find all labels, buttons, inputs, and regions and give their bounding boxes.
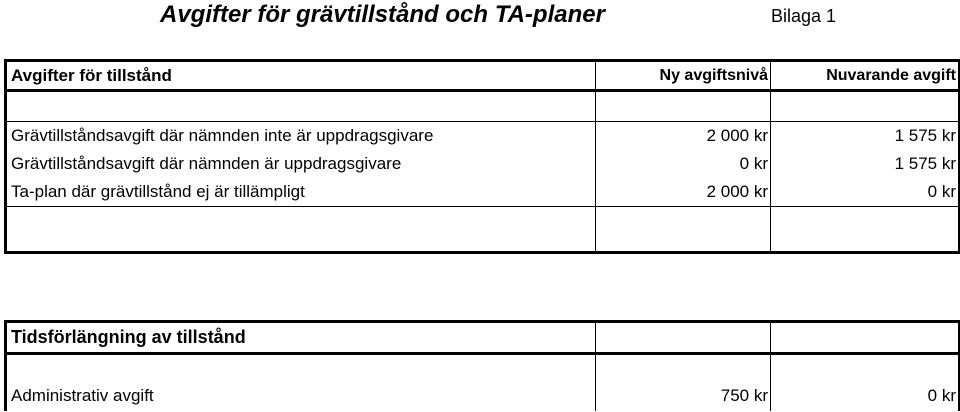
new-level-cell: 0 kr	[596, 150, 771, 178]
new-level-column-header: Ny avgiftsnivå	[596, 61, 771, 91]
current-fee-cell: 0 kr	[771, 381, 960, 411]
empty-row	[6, 91, 960, 122]
empty-cell	[596, 322, 771, 354]
permit-fees-table	[4, 59, 960, 254]
current-fee-cell: 1 575 kr	[771, 150, 960, 178]
new-level-cell: 750 kr	[596, 381, 771, 411]
empty-cell	[596, 354, 771, 382]
table-row	[6, 178, 960, 207]
new-level-cell: 2 000 kr	[596, 122, 771, 151]
empty-cell	[771, 354, 960, 382]
annex-label: Bilaga 1	[771, 6, 837, 26]
extension-fees-header-row	[6, 322, 960, 354]
empty-cell	[6, 207, 596, 253]
empty-cell	[771, 322, 960, 354]
table-row	[6, 381, 960, 411]
empty-cell	[596, 91, 771, 122]
document-title: Avgifter för grävtillstånd och TA-planer	[160, 1, 605, 28]
permit-fees-header-label: Avgifter för tillstånd	[6, 61, 596, 91]
extension-fees-table	[4, 320, 960, 411]
current-fee-cell: 0 kr	[771, 178, 960, 207]
table-row	[6, 150, 960, 178]
current-fee-cell: 1 575 kr	[771, 122, 960, 151]
empty-cell	[6, 354, 596, 382]
empty-cell	[6, 91, 596, 122]
permit-fees-header-row	[6, 61, 960, 91]
fee-name-cell: Administrativ avgift	[6, 381, 596, 411]
fee-name-cell: Ta-plan där grävtillstånd ej är tillämpligt	[6, 178, 596, 207]
fee-name-cell: Grävtillståndsavgift där nämnden inte är uppdragsgivare	[6, 122, 596, 151]
fee-name-cell: Grävtillståndsavgift där nämnden är uppdragsgivare	[6, 150, 596, 178]
empty-footer-row	[6, 207, 960, 253]
table-row	[6, 122, 960, 151]
empty-cell	[596, 207, 771, 253]
current-fee-column-header: Nuvarande avgift	[771, 61, 960, 91]
empty-row	[6, 354, 960, 382]
new-level-cell: 2 000 kr	[596, 178, 771, 207]
empty-cell	[771, 91, 960, 122]
empty-cell	[771, 207, 960, 253]
extension-fees-header-label: Tidsförlängning av tillstånd	[6, 322, 596, 354]
